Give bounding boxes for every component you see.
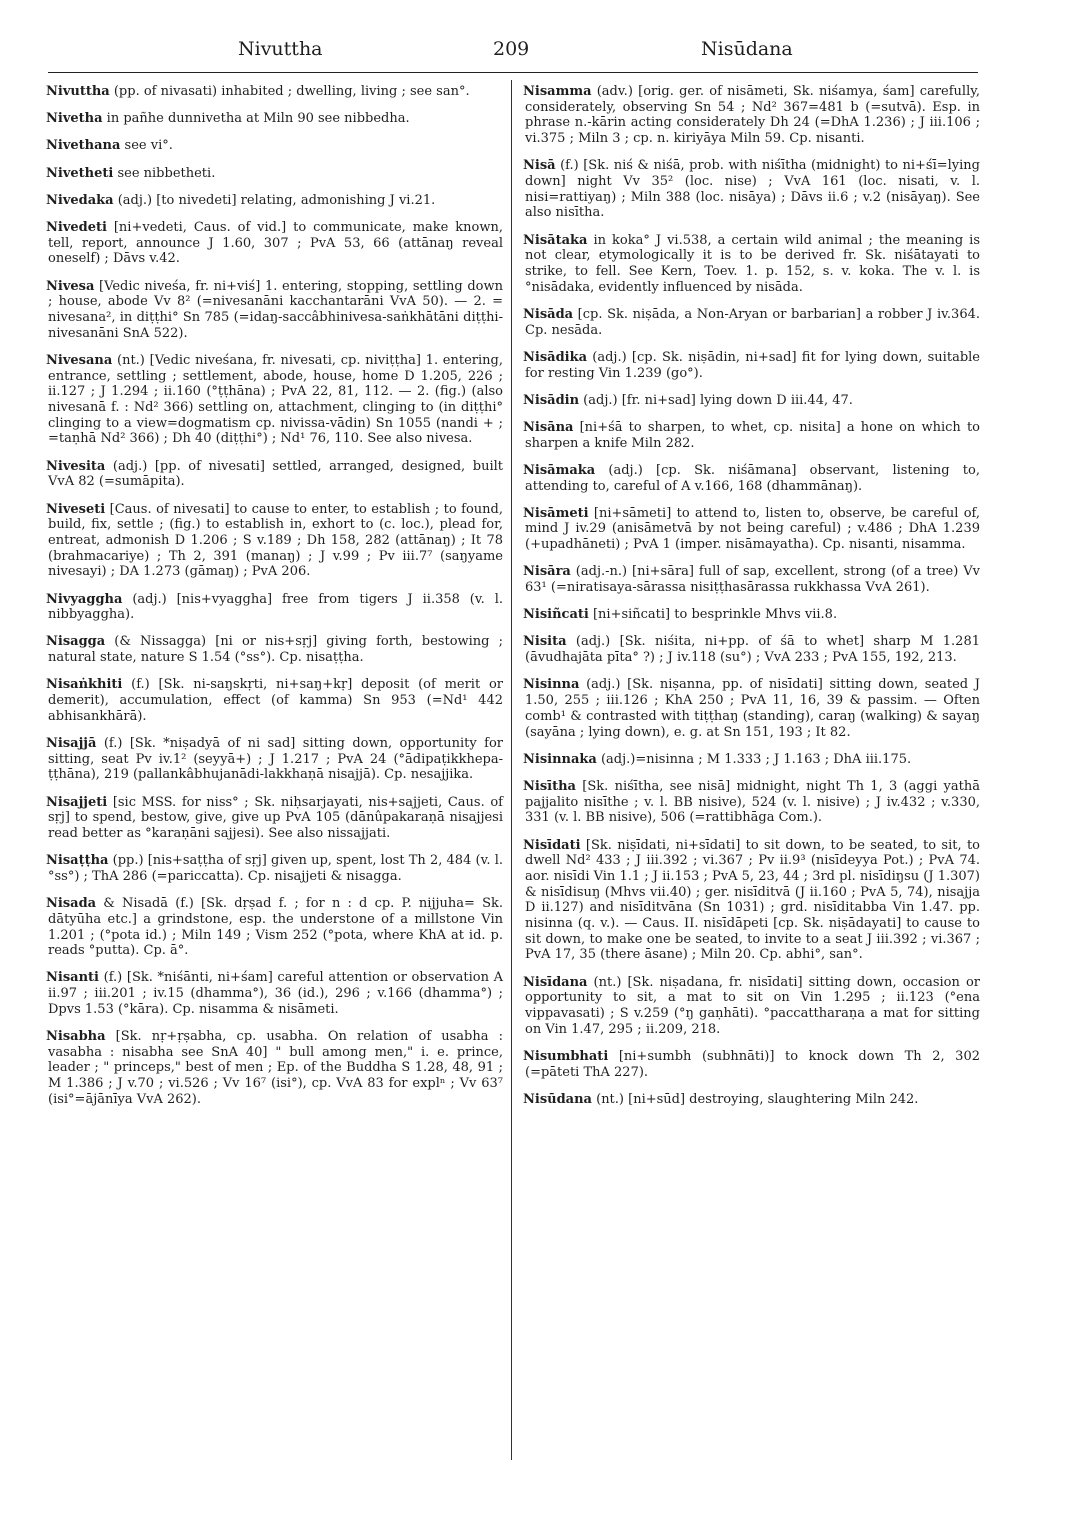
dictionary-entry [48,896,503,959]
entry-headword: Nivethana [46,138,121,154]
right-column [525,84,980,1119]
header-right-guide-word: Nisūdana [701,38,793,60]
entry-definition: (adj.) [Sk. niśita, ni+pp. of śā to whet] sharp M 1.281 (āvudhajāta pīta° ?) ; J iv.118 (su°) ; VvA 233 ; PvA 155, 192, 213. [525,634,980,666]
entry-headword: Nisajjeti [46,794,108,810]
dictionary-entry [525,975,980,1038]
dictionary-entry [48,84,503,100]
dictionary-entry [48,502,503,581]
entry-definition: in koka° J vi.538, a certain wild animal ; the meaning is not clear, etymologically it is to be derived fr. Sk. niśātayati to strike, to fell. See Kern, Toev. 1. p. 152, s. v. koka. The v. l. is °nisādaka, evidently influenced by nisāda. [525,232,980,295]
entry-headword: Nivedeti [46,220,107,236]
dictionary-entry [48,1029,503,1108]
entry-definition: (nt.) [ni+sūd] destroying, slaughtering Miln 242. [591,1091,919,1107]
dictionary-entry [48,677,503,724]
dictionary-entry [525,1092,980,1108]
dictionary-entry [525,350,980,381]
entry-definition: see nibbetheti. [113,165,216,181]
dictionary-entry [525,463,980,494]
dictionary-entry [48,353,503,447]
entry-headword: Nivedaka [46,192,114,208]
dictionary-entry [525,420,980,451]
entry-headword: Nivuttha [46,84,110,99]
entry-definition: [Sk. nṛ+ṛṣabha, cp. usabha. On relation of usabha : vasabha : nisabha see SnA 40] " bull among men," i. e. prince, leader ; " princeps," best of men ; Ep. of the Buddha S 1.28, 48, 91 ; M 1.386 ; J v.70 ; vi.526 ; Vv 16⁷ (isi°), cp. VvA 83 for explⁿ ; Vv 63⁷ (isi°=ājānīya VvA 262). [48,1029,503,1107]
entry-definition: (f.) [Sk. niś & niśā, prob. with niśītha (midnight) to ni+śī=lying down] night Vv 35² (loc. nise) ; VvA 161 (loc. nisati, v. l. nisi=rattiyaŋ) ; Miln 388 (loc. nisāya) ; Dāvs ii.6 ; v.2 (nisāyaŋ). See also nisītha. [525,158,980,221]
entry-definition: [Caus. of nivesati] to cause to enter, to establish ; to found, build, fix, settle ; (fig.) to establish in, exhort to (c. loc.), plead for, entreat, admonish D 1.206 ; S v.189 ; Dh 158, 282 (attānaŋ) ; It 78 (brahmacariye) ; Th 2, 391 (manaŋ) ; J v.99 ; Pv iii.7⁷ (saŋyame nivesayi) ; DA 1.273 (gāmaŋ) ; PvA 206. [48,501,503,580]
entry-headword: Nisumbhati [523,1048,609,1064]
entry-definition: (adj.) [to nivedeti] relating, admonishing J vi.21. [113,192,436,208]
entry-headword: Nisabha [46,1029,106,1045]
entry-definition: (adj.-n.) [ni+sāra] full of sap, excellent, strong (of a tree) Vv 63¹ (=niratisaya-sārassa nisiṭṭhasārassa rukkhassa VvA 261). [525,564,980,596]
dictionary-entry [48,795,503,842]
dictionary-entry [48,592,503,623]
dictionary-entry [525,607,980,623]
entry-headword: Nisaṅkhiti [46,677,123,693]
entry-headword: Nisīdana [523,974,588,990]
entry-headword: Nisāna [523,419,574,435]
header-rule [48,72,978,73]
dictionary-entry [48,853,503,884]
left-column [48,84,503,1119]
entry-headword: Nisāda [523,306,574,322]
entry-headword: Niveseti [46,501,106,517]
entry-definition: (adv.) [orig. ger. of nisāmeti, Sk. niśamya, śam] carefully, considerately, observing Sn 54 ; Nd² 367=481 b (=sutvā). Esp. in phrase n.-kārin acting considerately Dh 24 (=DhA 1.236) ; J iii.106 ; vi.375 ; Miln 3 ; cp. n. kiriyāya Miln 59. Cp. nisanti. [525,84,980,147]
dictionary-entry [48,138,503,154]
entry-headword: Nisiñcati [523,607,589,623]
dictionary-entry [48,736,503,783]
entry-definition: (adj.) [Sk. niṣanna, pp. of nisīdati] sitting down, seated J 1.50, 255 ; iii.126 ; KhA 250 ; PvA 11, 16, 39 & passim. — Often comb¹ & contrasted with tiṭṭhaŋ (standing), caraŋ (walking) & sayaŋ (sayāna ; lying down), e. g. at Sn 151, 193 ; It 82. [525,677,980,740]
entry-headword: Nisā [523,158,556,174]
entry-headword: Nisāmeti [523,505,589,521]
entry-definition: (adj.)=nisinna ; M 1.333 ; J 1.163 ; DhA iii.175. [596,751,912,767]
entry-headword: Nisada [46,896,97,912]
dictionary-entry [525,752,980,768]
dictionary-entry [525,307,980,338]
dictionary-entry [48,279,503,342]
entry-headword: Nivesa [46,278,95,294]
dictionary-entry [48,634,503,665]
entry-definition: (f.) [Sk. *niṣadyā of ni sad] sitting down, opportunity for sitting, seat Pv iv.1² (seyyā+) ; J 1.217 ; PvA 24 (°ādipaṭikkhepa-ṭṭhāna), 219 (pallankâbhujanādi-lakkhaṇā nisajjā). Cp. nesajjika. [48,736,503,783]
dictionary-entry [525,779,980,826]
entry-headword: Nisanti [46,970,99,986]
entry-definition: (adj.) [nis+vyaggha] free from tigers J ii.358 (v. l. nibbyaggha). [48,591,503,623]
dictionary-entry [525,634,980,665]
dictionary-entry [525,677,980,740]
dictionary-entry [525,84,980,147]
entry-definition: (pp. of nivasati) inhabited ; dwelling, living ; see san°. [109,84,470,99]
entry-headword: Nivesita [46,458,106,474]
entry-headword: Nisinna [523,677,580,693]
dictionary-entry [525,564,980,595]
entry-definition: (adj.) [cp. Sk. niśāmana] observant, listening to, attending to, careful of A v.166, 168 (dhammānaŋ). [525,462,980,494]
entry-headword: Nivesana [46,352,113,368]
entry-definition: see vi°. [120,138,173,154]
dictionary-entry [48,111,503,127]
entry-headword: Nisātaka [523,232,588,248]
dictionary-entry [48,166,503,182]
dictionary-entry [525,233,980,296]
entry-definition: & Nisadā (f.) [Sk. dṛṣad f. ; for n : d cp. P. nijjuha= Sk. dātyūha etc.] a grindstone, esp. the understone of a millstone Vin 1.201 ; (°pota id.) ; Miln 149 ; Vism 252 (°pota, where KhA at id. p. reads °putta). Cp. ā°. [48,896,503,959]
entry-definition: (f.) [Sk. *niśānti, ni+śam] careful attention or observation A ii.97 ; iii.201 ; iv.15 (dhamma°), 36 (id.), 296 ; v.166 (dhamma°) ; Dpvs 1.53 (°kāra). Cp. nisamma & nisāmeti. [48,970,503,1017]
entry-definition: (f.) [Sk. ni-saŋskṛti, ni+saŋ+kṛ] deposit (of merit or demerit), accumulation, effect (of kamma) Sn 953 (=Nd¹ 442 abhisankhārā). [48,677,503,724]
dictionary-entry [525,1049,980,1080]
entry-headword: Nivetha [46,111,103,127]
entry-headword: Nisādika [523,349,588,365]
entry-headword: Nisādin [523,392,580,408]
entry-headword: Nisinnaka [523,751,597,767]
entry-definition: [ni+sumbh (subhnāti)] to knock down Th 2, 302 (=pāteti ThA 227). [525,1048,980,1080]
entry-definition: [Vedic niveśa, fr. ni+viś] 1. entering, stopping, settling down ; house, abode Vv 8² (=nivesanāni kacchantarāni VvA 50). — 2. = nivesana², in diṭṭhi° Sn 785 (=idaŋ-saccâbhinivesa-saṅkhātāni diṭṭhi-nivesanāni SnA 522). [48,278,503,341]
entry-headword: Nisita [523,634,567,650]
entry-headword: Nisītha [523,778,576,794]
entry-headword: Nisīdati [523,837,581,853]
header-left-guide-word: Nivuttha [238,38,323,60]
entry-definition: [Sk. niṣīdati, ni+sīdati] to sit down, to be seated, to sit, to dwell Nd² 433 ; J iii.392 ; vi.367 ; Pv ii.9³ (nisīdeyya Pot.) ; PvA 74. aor. nisīdi Vin 1.1 ; J ii.153 ; PvA 5, 23, 44 ; 3rd pl. nisīdiŋsu (J 1.307) & nisīdisuŋ (Mhvs vii.40) ; ger. nisīditvā (J ii.160 ; PvA 5, 74), nisajja D ii.127) and nisīditvāna (Sn 1031) ; grd. nisīditabba Vin 1.47. pp. nisinna (q. v.). — Caus. II. nisīdāpeti [cp. Sk. niṣādayati] to cause to sit down, to make one be seated, to invite to a seat J iii.392 ; vi.367 ; PvA 17, 35 (there āsane) ; Miln 20. Cp. abhi°, san°. [525,837,980,963]
dictionary-entry [525,506,980,553]
entry-definition: (adj.) [pp. of nivesati] settled, arranged, designed, built VvA 82 (=sumāpita). [48,458,503,490]
entry-headword: Nisūdana [523,1091,592,1107]
entry-headword: Nisāra [523,564,571,580]
dictionary-entry [525,393,980,409]
entry-definition: (adj.) [fr. ni+sad] lying down D iii.44, 47. [579,392,853,408]
entry-definition: [cp. Sk. niṣāda, a Non-Aryan or barbarian] a robber J iv.364. Cp. nesāda. [525,306,980,338]
dictionary-entry [48,220,503,267]
entry-headword: Nisāmaka [523,462,596,478]
entry-definition: (nt.) [Vedic niveśana, fr. nivesati, cp. niviṭṭha] 1. entering, entrance, settling ; settlement, abode, house, home D 1.205, 226 ; ii.127 ; J 1.294 ; ii.160 (°ṭṭhāna) ; PvA 22, 81, 112. — 2. (fig.) (also nivesanā f. : Nd² 366) settling on, attachment, clinging to (in diṭṭhi° clinging to a view=dogmatism cp. nivissa-vādin) Sn 1055 (nandi + ; =taṇhā Nd² 366) ; Dh 40 (diṭṭhi°) ; Nd¹ 76, 110. See also nivesa. [48,352,503,447]
entry-definition: (adj.) [cp. Sk. niṣādin, ni+sad] fit for lying down, suitable for resting Vin 1.239 (go°). [525,349,980,381]
entry-definition: [ni+vedeti, Caus. of vid.] to communicate, make known, tell, report, announce J 1.60, 307 ; PvA 53, 66 (attānaŋ reveal oneself) ; Dāvs v.42. [48,220,503,267]
entry-headword: Nisamma [523,84,592,99]
dictionary-entry [525,838,980,964]
entry-definition: [ni+sāmeti] to attend to, listen to, observe, be careful of, mind J iv.29 (anisāmetvā by not being careful) ; v.486 ; DhA 1.239 (+upadhāneti) ; PvA 1 (imper. nisāmayatha). Cp. nisanti, nisamma. [525,505,980,553]
entry-headword: Nivyaggha [46,591,123,607]
page-number: 209 [493,38,530,60]
entry-definition: [Sk. niśītha, see nisā] midnight, night Th 1, 3 (aggi yathā pajjalito nisīthe ; v. l. BB nisive), 524 (v. l. nisive) ; J iv.432 ; v.330, 331 (v. l. BB nisive), 506 (=rattibhāga Com.). [525,778,980,826]
entry-headword: Nisagga [46,634,106,650]
dictionary-entry [48,970,503,1017]
entry-definition: (nt.) [Sk. niṣadana, fr. nisīdati] sitting down, occasion or opportunity to sit, a mat to sit on Vin 1.295 ; ii.123 (°ena vippavasati) ; S v.259 (°ŋ gaṇhāti). °paccattharaṇa a mat for sitting on Vin 1.47, 295 ; ii.209, 218. [525,974,980,1037]
entry-headword: Nisajjā [46,736,97,751]
entry-headword: Nivetheti [46,165,114,181]
entry-definition: (pp.) [nis+saṭṭha of sṛj] given up, spent, lost Th 2, 484 (v. l. °ss°) ; ThA 286 (=pariccatta). Cp. nisajjeti & nisagga. [48,853,503,884]
column-divider [511,80,512,1460]
entry-definition: [sic MSS. for niss° ; Sk. niḥsarjayati, nis+sajjeti, Caus. of sṛj] to spend, bestow, give, give up PvA 105 (dānûpakaraṇā nisajjesi read better as °karaṇāni sajjesi). See also nissajjati. [48,794,503,842]
page-header [48,38,978,68]
dictionary-entry [48,459,503,490]
entry-definition: [ni+siñcati] to besprinkle Mhvs vii.8. [588,607,838,623]
dictionary-entry [525,158,980,221]
entry-definition: in pañhe dunnivetha at Miln 90 see nibbedha. [102,111,410,127]
entry-definition: [ni+śā to sharpen, to whet, cp. nisita] a hone on which to sharpen a knife Miln 282. [525,419,980,451]
entry-headword: Nisaṭṭha [46,853,109,869]
entry-definition: (& Nissagga) [ni or nis+sṛj] giving forth, bestowing ; natural state, nature S 1.54 (°ss°). Cp. nisaṭṭha. [48,634,503,666]
dictionary-entry [48,193,503,209]
